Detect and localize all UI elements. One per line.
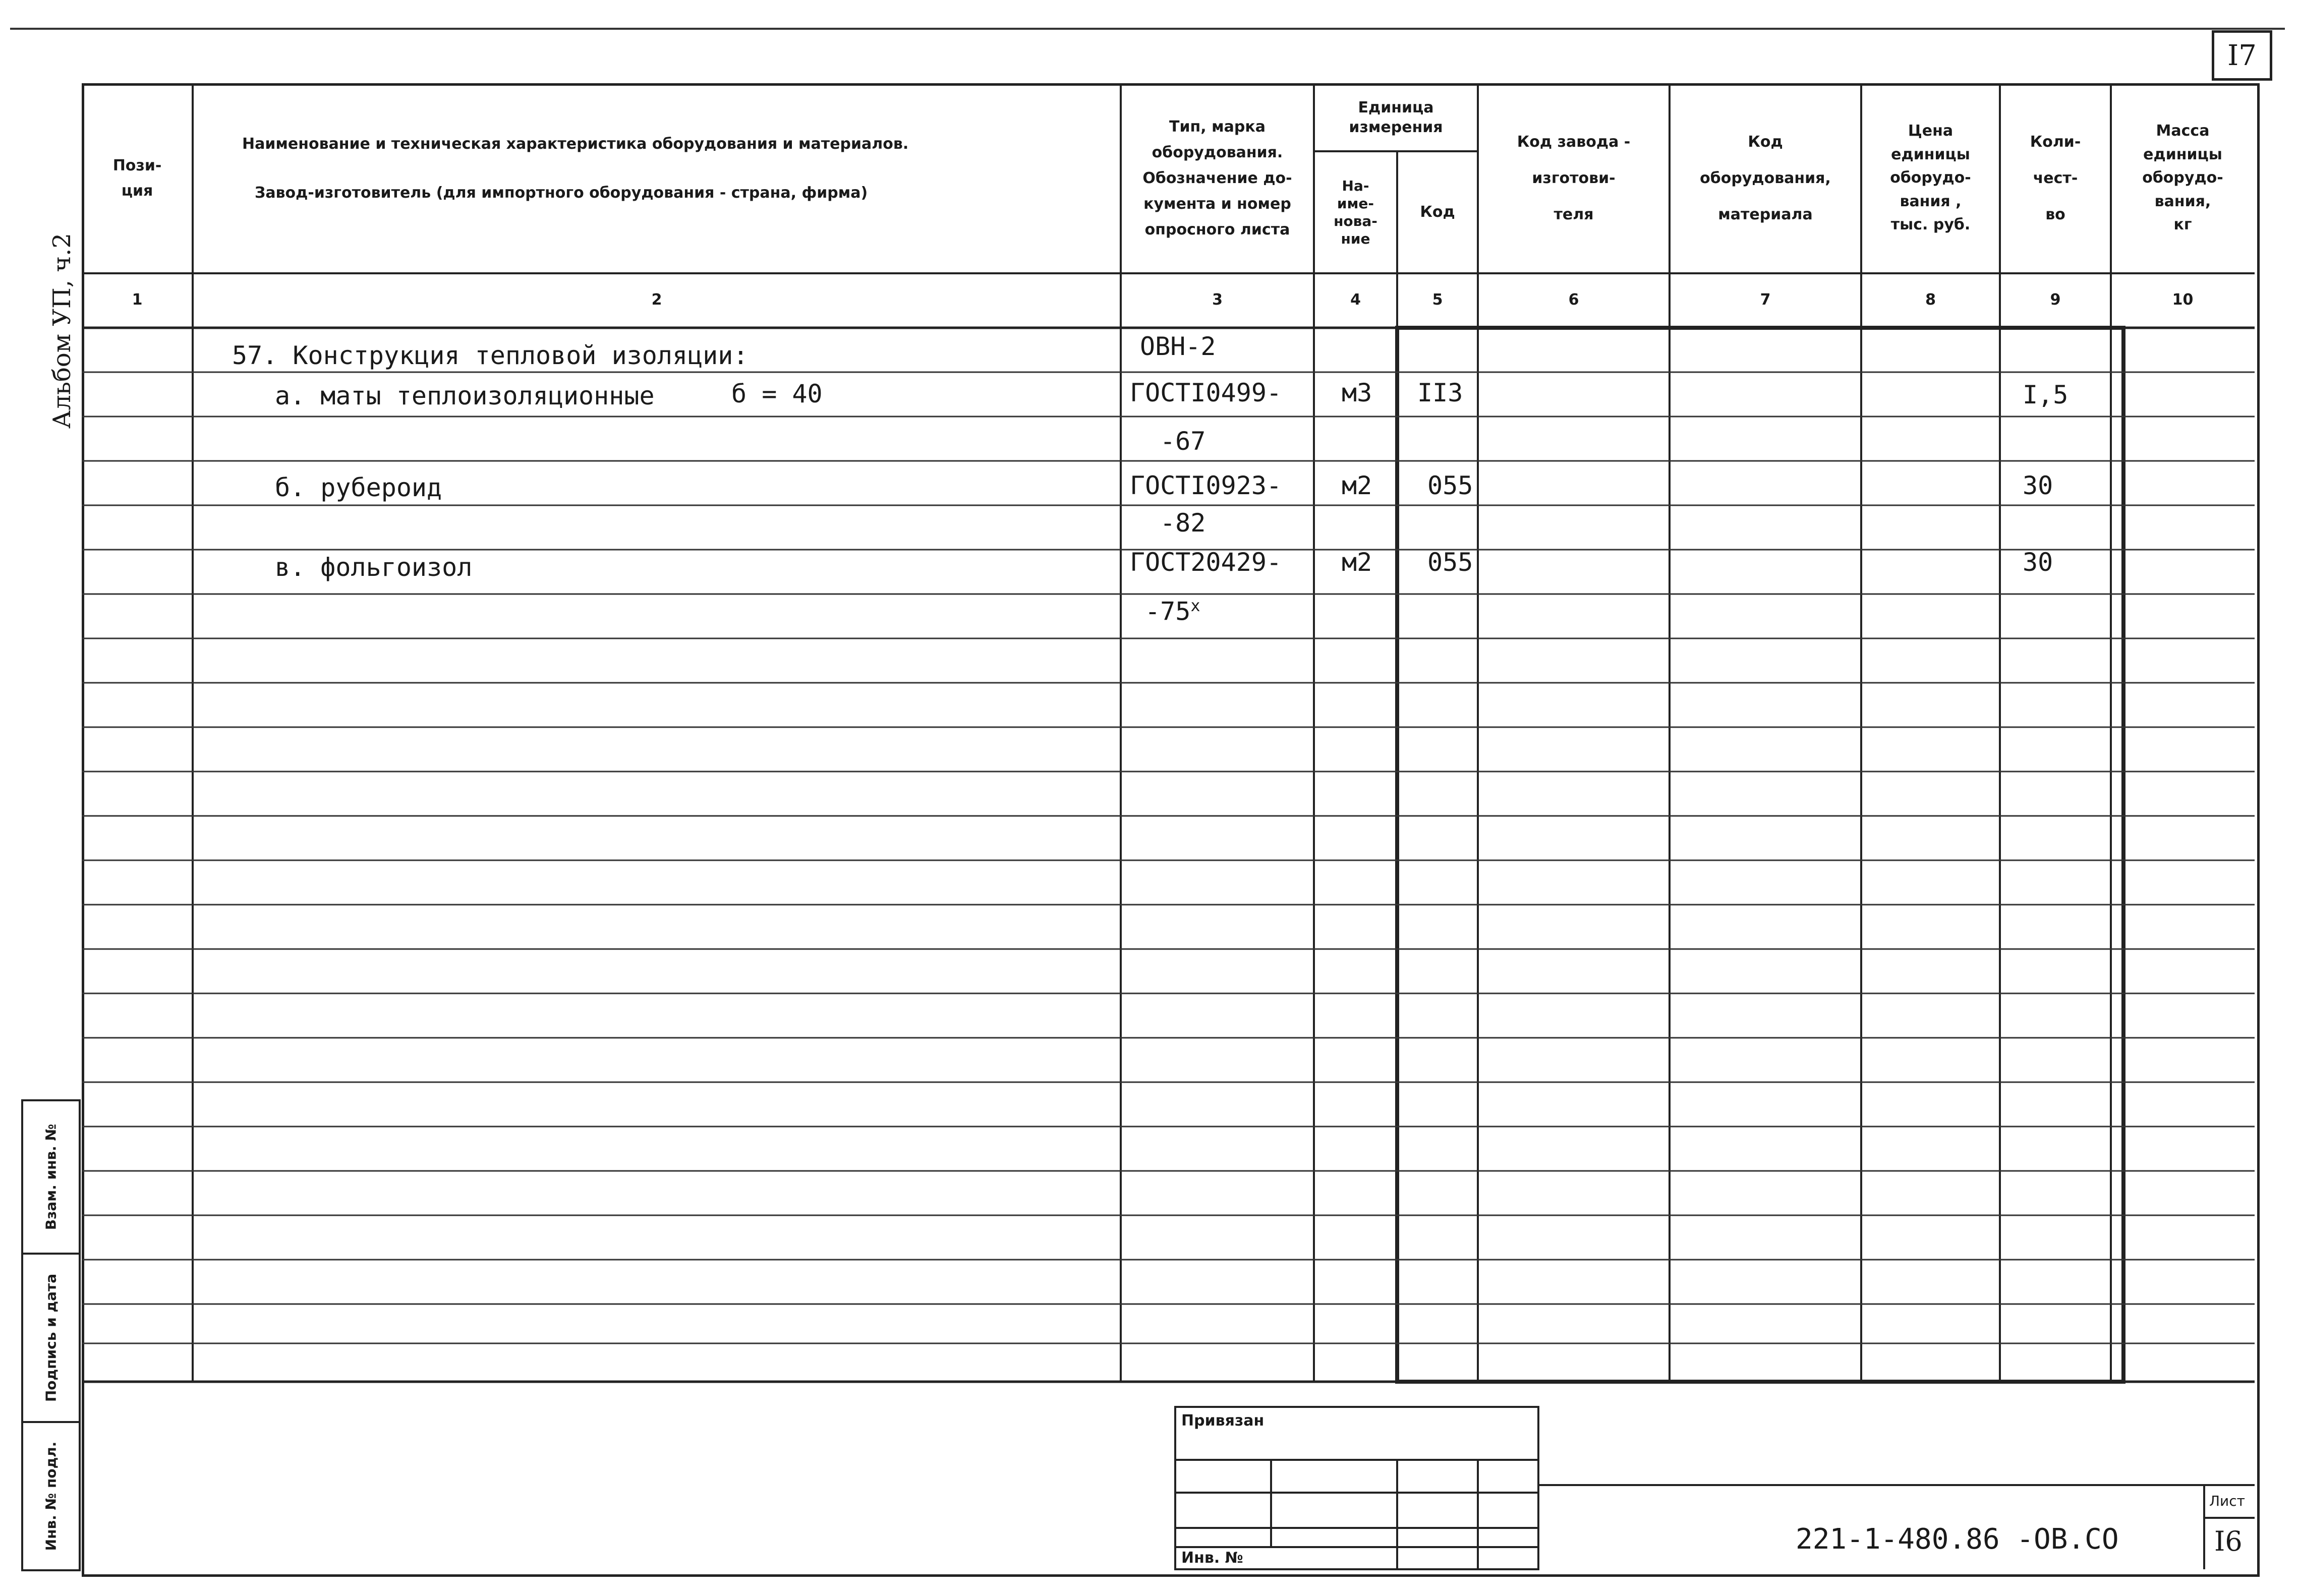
row-2-code: II3 [1417, 378, 1463, 407]
document-number: 221-1-480.86 -ОВ.СО [1796, 1523, 2119, 1556]
row-6-unit: м2 [1342, 548, 1372, 577]
row-2-name: а. маты теплоизоляционные [275, 381, 655, 410]
header-type: Тип, марка оборудования. Обозначение до- кумента и номер опросного листа [1142, 118, 1292, 239]
row-1-name: 57. Конструкция тепловой изоляции: [232, 341, 749, 370]
stamp-replaced-inv-label: Взам. инв. № [42, 1124, 60, 1230]
header-unit-name: На- име- нова- ние [1334, 178, 1377, 247]
row-2-type: ГОСТI0499- [1130, 378, 1282, 407]
row-4-type: ГОСТI0923- [1130, 471, 1282, 500]
header-plant-code: Код завода - изготови- теля [1517, 133, 1631, 223]
row-4-name: б. рубероид [275, 473, 442, 502]
row-6-type: ГОСТ20429- [1130, 548, 1282, 577]
attached-label: Привязан [1181, 1412, 1265, 1430]
header-price: Цена единицы оборудо- вания , тыс. руб. [1890, 122, 1971, 234]
row-6-code: 055 [1427, 548, 1473, 577]
row-5-type: -82 [1160, 508, 1206, 538]
row-2-unit: м3 [1342, 378, 1372, 407]
inventory-label: Инв. № [1181, 1549, 1243, 1567]
column-number-5: 5 [1432, 291, 1443, 309]
column-number-3: 3 [1212, 291, 1223, 309]
row-7-type-text: -75 [1145, 597, 1191, 626]
row-4-quantity: 30 [2023, 471, 2053, 500]
sheet-label: Лист [2209, 1493, 2245, 1509]
page-number: I7 [2212, 30, 2272, 81]
row-6-quantity: 30 [2023, 548, 2053, 577]
header-quantity: Коли- чест- во [2030, 133, 2081, 223]
row-1-type: ОВН-2 [1140, 332, 1216, 361]
column-number-9: 9 [2050, 291, 2061, 309]
column-number-8: 8 [1925, 291, 1936, 309]
side-title: Альбом УП, ч.2 [48, 233, 76, 429]
row-7-type [1145, 598, 1200, 624]
header-material-code: Код оборудования, материала [1700, 133, 1831, 223]
column-number-1: 1 [132, 291, 143, 309]
column-number-10: 10 [2172, 291, 2194, 309]
column-number-6: 6 [1568, 291, 1579, 309]
sheet-number: I6 [2214, 1525, 2243, 1557]
header-unit-code: Код [1420, 203, 1455, 221]
header-name-line2: Завод-изготовитель (для импортного оборудования - страна, фирма) [255, 184, 868, 202]
header-unit-group: Единица измерения [1349, 98, 1443, 136]
column-number-2: 2 [651, 291, 662, 309]
row-4-code: 055 [1427, 471, 1473, 500]
header-name-line1: Наименование и техническая характеристика оборудования и материалов. [242, 135, 909, 153]
row-2-quantity: I,5 [2023, 380, 2068, 409]
row-6-name: в. фольгоизол [275, 553, 473, 582]
header-position: Пози- ция [112, 157, 162, 200]
stamp-signature-date-label: Подпись и дата [42, 1273, 60, 1402]
row-4-unit: м2 [1342, 471, 1372, 500]
stamp-original-inv-label: Инв. № подл. [42, 1441, 60, 1551]
header-mass: Масса единицы оборудо- вания, кг [2142, 122, 2223, 234]
row-7-type-superscript: x [1190, 596, 1200, 615]
row-2-note: б = 40 [731, 379, 823, 408]
row-3-type: -67 [1160, 427, 1206, 456]
column-number-7: 7 [1760, 291, 1771, 309]
column-number-4: 4 [1350, 291, 1361, 309]
